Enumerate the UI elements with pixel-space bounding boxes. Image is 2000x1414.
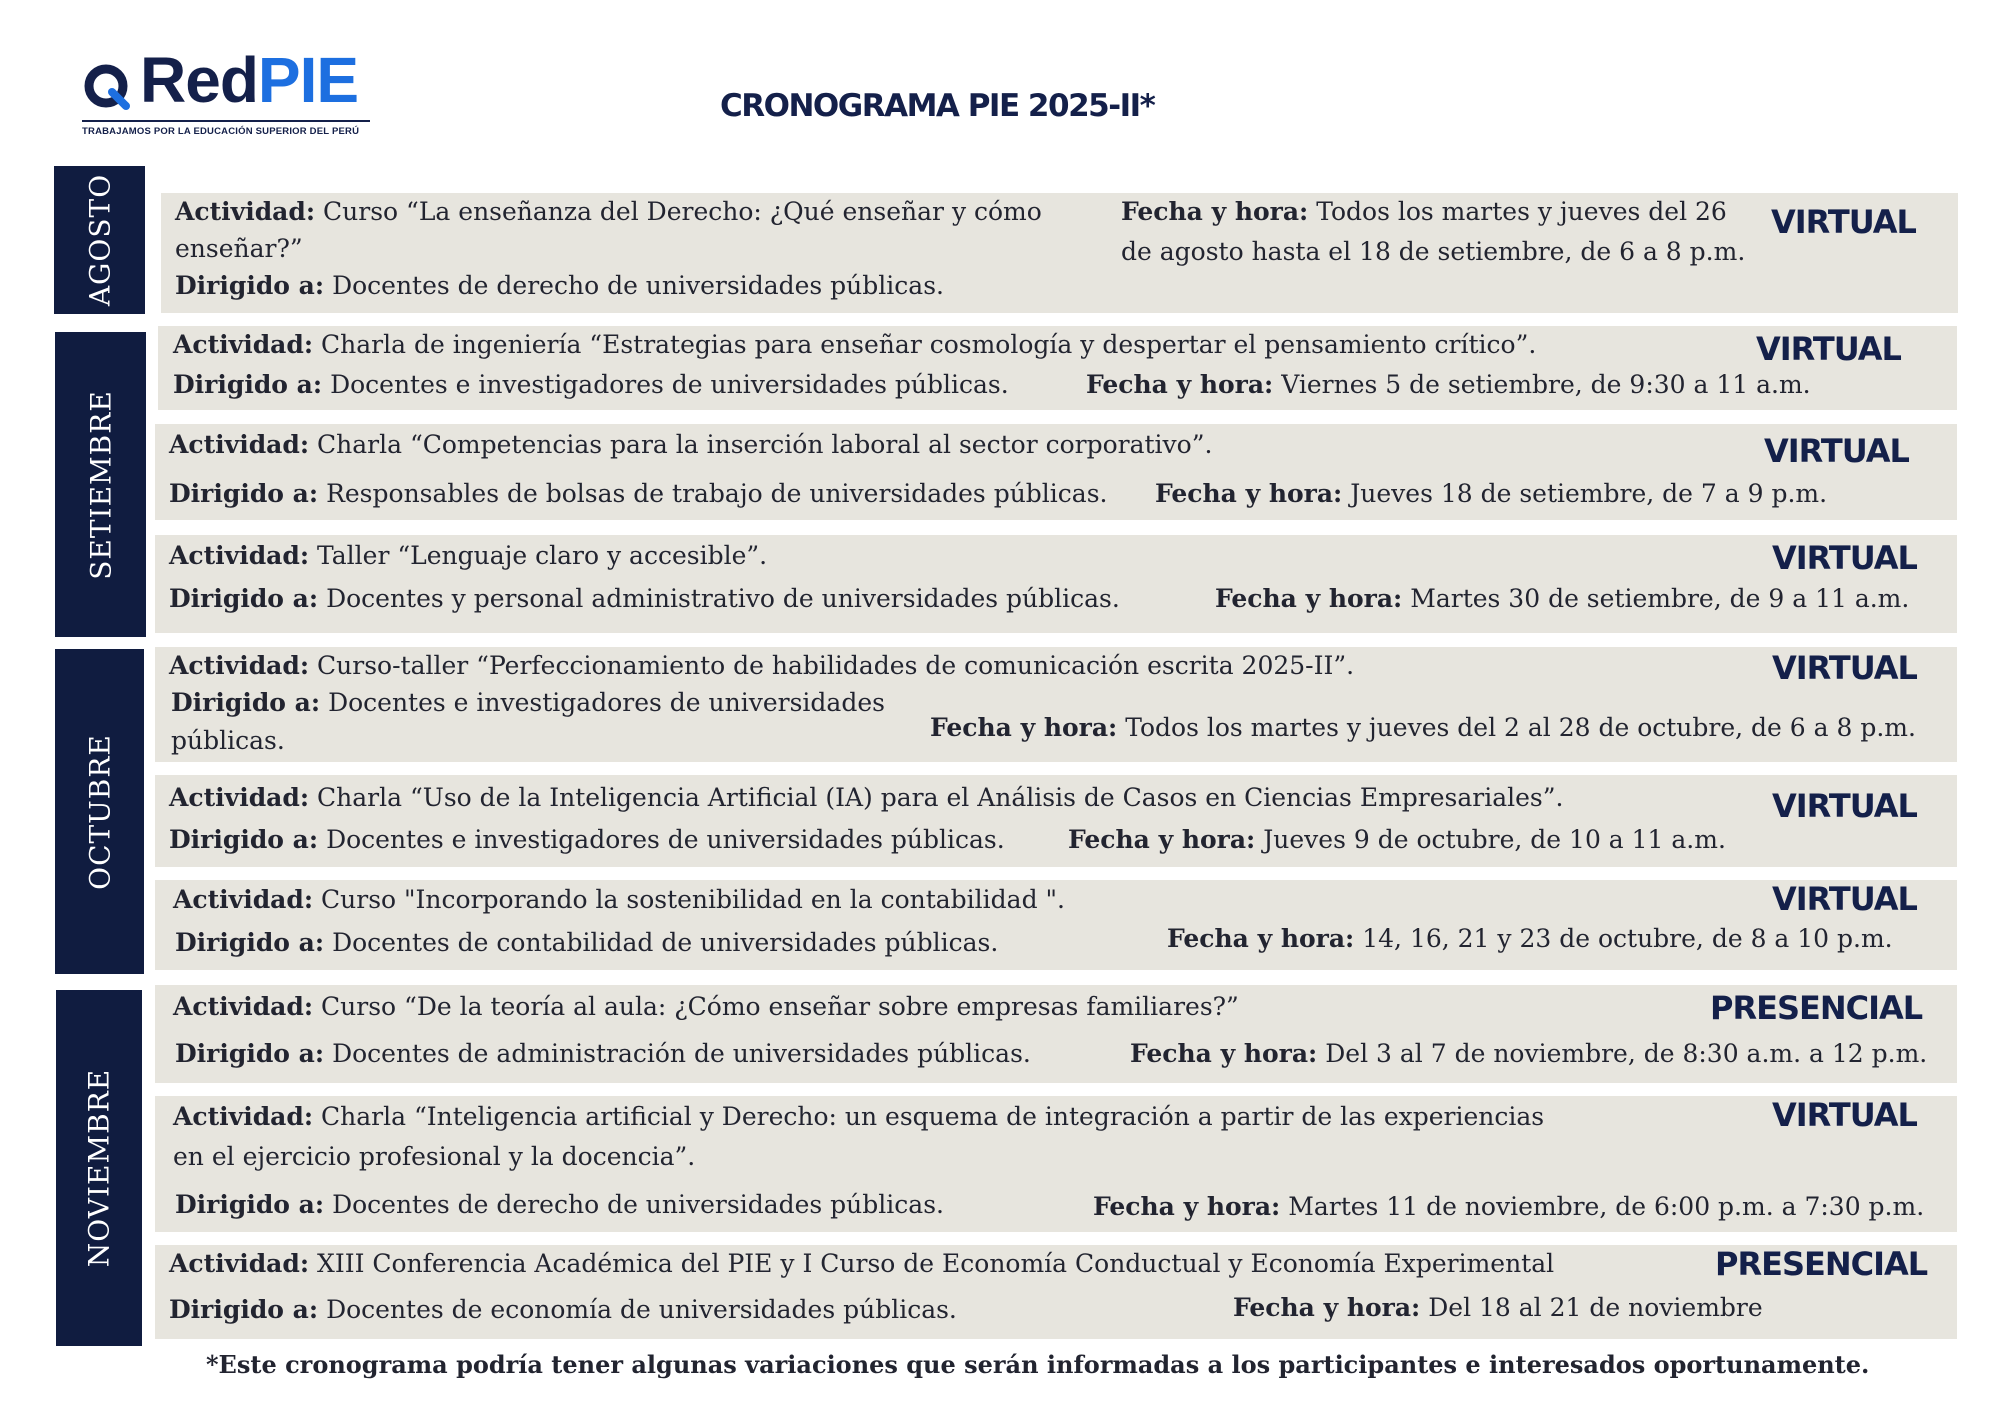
actividad-text: Curso “De la teoría al aula: ¿Cómo enseñar sobre empresas familiares?” (321, 992, 1239, 1021)
actividad-label: Actividad: (173, 330, 314, 359)
actividad-label: Actividad: (169, 541, 310, 570)
event-fecha (930, 709, 1916, 747)
fecha-label: Fecha y hora: (930, 713, 1118, 742)
event-card (155, 775, 1957, 867)
actividad-label: Actividad: (173, 1102, 314, 1131)
actividad-label: Actividad: (169, 651, 310, 680)
event-actividad-cont: en el ejercicio profesional y la docencia”. (173, 1142, 696, 1171)
modality-badge: VIRTUAL (1764, 432, 1909, 470)
fecha-text: Jueves 9 de octubre, de 10 a 11 a.m. (1263, 825, 1726, 854)
fecha-text: Jueves 18 de setiembre, de 7 a 9 p.m. (1350, 479, 1828, 508)
event-card (161, 193, 1958, 313)
event-dirigido (175, 267, 944, 305)
modality-badge: VIRTUAL (1772, 880, 1917, 918)
actividad-text: Charla “Uso de la Inteligencia Artificial (IA) para el Análisis de Casos en Ciencias Empresariales”. (317, 783, 1564, 812)
footnote: *Este cronograma podría tener algunas variaciones que serán informadas a los participantes e interesados oportunamente. (206, 1350, 1870, 1379)
event-actividad (169, 647, 1354, 685)
fecha-text: Martes 11 de noviembre, de 6:00 p.m. a 7:30 p.m. (1288, 1192, 1925, 1221)
dirigido-text: Docentes de economía de universidades públicas. (326, 1295, 957, 1324)
event-fecha (1215, 580, 1909, 618)
logo-divider (82, 120, 370, 122)
actividad-label: Actividad: (173, 992, 314, 1021)
modality-badge: VIRTUAL (1772, 787, 1917, 825)
event-card (155, 880, 1957, 970)
fecha-label: Fecha y hora: (1130, 1039, 1318, 1068)
month-bar-octubre (55, 649, 144, 974)
dirigido-label: Dirigido a: (169, 584, 319, 613)
dirigido-text: Docentes de derecho de universidades públicas. (332, 1190, 944, 1219)
event-fecha (1086, 366, 1811, 404)
logo-text-pie: PIE (257, 44, 359, 116)
actividad-text: Curso “La enseñanza del Derecho: ¿Qué enseñar y cómo (323, 197, 1042, 226)
event-card (155, 424, 1957, 520)
event-fecha (1233, 1289, 1763, 1327)
actividad-label: Actividad: (169, 430, 310, 459)
logo-text-red: Red (140, 44, 258, 116)
fecha-label: Fecha y hora: (1121, 197, 1309, 226)
fecha-label: Fecha y hora: (1233, 1293, 1421, 1322)
event-dirigido (169, 821, 1005, 859)
dirigido-label: Dirigido a: (171, 688, 321, 717)
fecha-text: Martes 30 de setiembre, de 9 a 11 a.m. (1410, 584, 1910, 613)
event-actividad (169, 426, 1212, 464)
event-actividad (169, 779, 1563, 817)
dirigido-text: Docentes de administración de universidades públicas. (332, 1039, 1031, 1068)
month-bar-noviembre (56, 990, 142, 1346)
fecha-text: Todos los martes y jueves del 26 (1316, 197, 1727, 226)
event-card (158, 326, 1957, 410)
dirigido-label: Dirigido a: (175, 1039, 325, 1068)
actividad-label: Actividad: (175, 197, 316, 226)
event-fecha (1093, 1188, 1924, 1226)
event-actividad (173, 988, 1239, 1026)
event-dirigido (171, 684, 885, 722)
fecha-text: Del 3 al 7 de noviembre, de 8:30 a.m. a 12 p.m. (1325, 1039, 1928, 1068)
event-card (155, 1096, 1957, 1232)
actividad-label: Actividad: (169, 1249, 310, 1278)
dirigido-label: Dirigido a: (169, 825, 319, 854)
event-dirigido (169, 580, 1120, 618)
modality-badge: VIRTUAL (1772, 1096, 1917, 1134)
page-title: CRONOGRAMA PIE 2025-II* (720, 88, 1155, 124)
actividad-label: Actividad: (173, 885, 314, 914)
month-label: AGOSTO (83, 173, 116, 307)
modality-badge: VIRTUAL (1772, 649, 1917, 687)
modality-badge: VIRTUAL (1756, 330, 1901, 368)
event-actividad-cont: enseñar?” (175, 234, 303, 263)
month-bar-agosto (54, 166, 145, 314)
event-actividad (173, 326, 1536, 364)
dirigido-text: Docentes de derecho de universidades públicas. (332, 271, 944, 300)
actividad-text: Charla “Inteligencia artificial y Derecho: un esquema de integración a partir de las experiencias (321, 1102, 1545, 1131)
modality-badge: VIRTUAL (1771, 203, 1916, 241)
actividad-text: Curso-taller “Perfeccionamiento de habilidades de comunicación escrita 2025-II”. (317, 651, 1355, 680)
month-label: NOVIEMBRE (82, 1068, 116, 1268)
event-fecha (1121, 193, 1727, 231)
dirigido-label: Dirigido a: (173, 370, 323, 399)
event-dirigido-cont: públicas. (171, 726, 285, 755)
event-fecha-cont: de agosto hasta el 18 de setiembre, de 6 a 8 p.m. (1121, 237, 1746, 266)
month-label: OCTUBRE (83, 733, 116, 890)
logo-tagline: TRABAJAMOS POR LA EDUCACIÓN SUPERIOR DEL PERÚ (82, 126, 360, 137)
event-card (155, 1245, 1957, 1339)
event-dirigido (175, 1186, 944, 1224)
fecha-text: Viernes 5 de setiembre, de 9:30 a 11 a.m. (1281, 370, 1811, 399)
actividad-text: XIII Conferencia Académica del PIE y I Curso de Economía Conductual y Economía Experimental (317, 1249, 1555, 1278)
fecha-text: Todos los martes y jueves del 2 al 28 de octubre, de 6 a 8 p.m. (1125, 713, 1916, 742)
fecha-label: Fecha y hora: (1068, 825, 1256, 854)
event-actividad (169, 537, 767, 575)
logo-wordmark (140, 44, 359, 116)
redpie-logo-icon (82, 62, 132, 112)
event-fecha (1155, 475, 1827, 513)
month-bar-setiembre (55, 332, 146, 637)
event-fecha (1167, 920, 1893, 958)
fecha-text: Del 18 al 21 de noviembre (1428, 1293, 1763, 1322)
event-card (155, 535, 1957, 633)
fecha-label: Fecha y hora: (1167, 924, 1355, 953)
dirigido-label: Dirigido a: (175, 271, 325, 300)
fecha-text: 14, 16, 21 y 23 de octubre, de 8 a 10 p.m. (1362, 924, 1893, 953)
modality-badge: VIRTUAL (1772, 539, 1917, 577)
dirigido-label: Dirigido a: (175, 928, 325, 957)
dirigido-text: Docentes e investigadores de universidades públicas. (326, 825, 1005, 854)
dirigido-text: Docentes e investigadores de universidades públicas. (330, 370, 1009, 399)
month-label: SETIEMBRE (84, 389, 117, 580)
dirigido-label: Dirigido a: (169, 1295, 319, 1324)
actividad-text: Taller “Lenguaje claro y accesible”. (317, 541, 768, 570)
dirigido-label: Dirigido a: (175, 1190, 325, 1219)
event-actividad (173, 1098, 1544, 1136)
event-card (155, 647, 1957, 762)
event-card (155, 985, 1957, 1083)
event-dirigido (175, 1035, 1031, 1073)
event-dirigido (175, 924, 998, 962)
event-fecha (1130, 1035, 1927, 1073)
fecha-label: Fecha y hora: (1086, 370, 1274, 399)
dirigido-text: Responsables de bolsas de trabajo de universidades públicas. (326, 479, 1108, 508)
fecha-label: Fecha y hora: (1155, 479, 1343, 508)
event-actividad (169, 1245, 1554, 1283)
dirigido-text: Docentes e investigadores de universidades (328, 688, 885, 717)
actividad-text: Charla “Competencias para la inserción laboral al sector corporativo”. (317, 430, 1213, 459)
modality-badge: PRESENCIAL (1715, 1245, 1928, 1283)
fecha-label: Fecha y hora: (1093, 1192, 1281, 1221)
event-dirigido (169, 475, 1107, 513)
dirigido-label: Dirigido a: (169, 479, 319, 508)
dirigido-text: Docentes de contabilidad de universidades públicas. (332, 928, 999, 957)
event-actividad (173, 881, 1065, 919)
dirigido-text: Docentes y personal administrativo de universidades públicas. (326, 584, 1120, 613)
actividad-text: Curso "Incorporando la sostenibilidad en la contabilidad ". (321, 885, 1065, 914)
redpie-logo (82, 44, 372, 144)
fecha-label: Fecha y hora: (1215, 584, 1403, 613)
event-dirigido (173, 366, 1009, 404)
event-actividad (175, 193, 1042, 231)
modality-badge: PRESENCIAL (1710, 989, 1923, 1027)
actividad-label: Actividad: (169, 783, 310, 812)
actividad-text: Charla de ingeniería “Estrategias para enseñar cosmología y despertar el pensamiento crítico”. (321, 330, 1537, 359)
event-fecha (1068, 821, 1726, 859)
event-dirigido (169, 1291, 957, 1329)
